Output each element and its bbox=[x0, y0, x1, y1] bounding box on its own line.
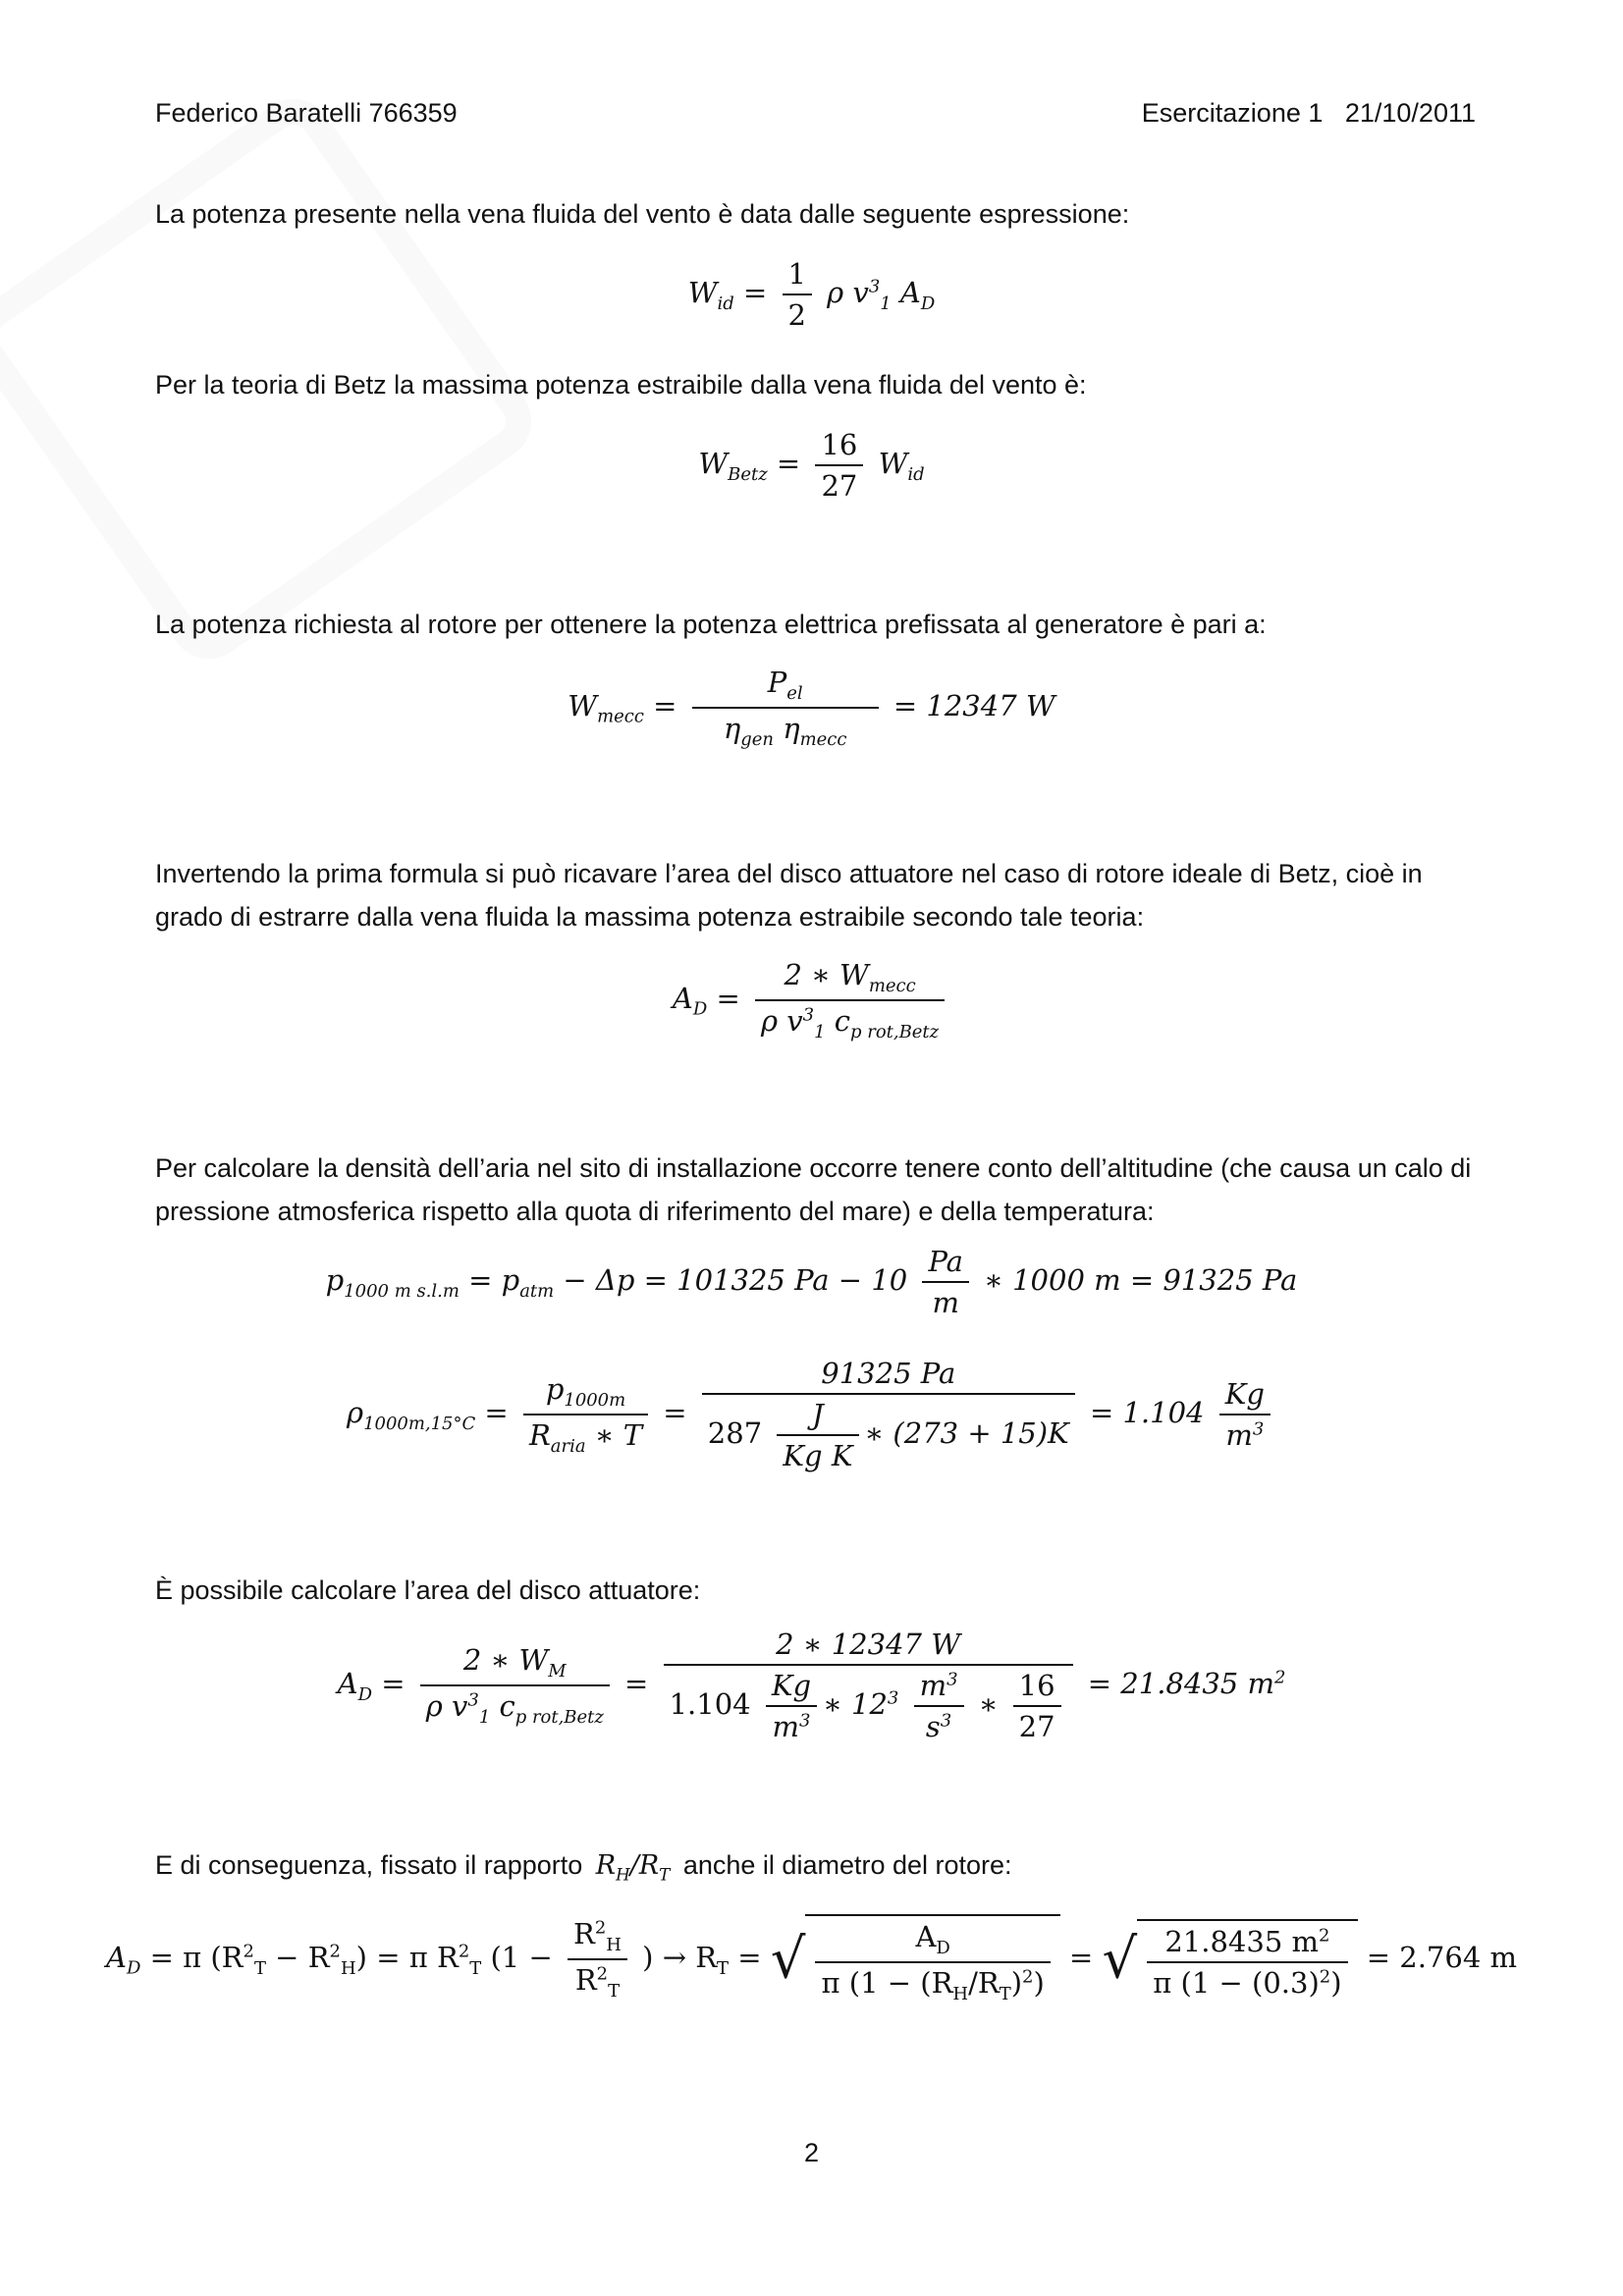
paragraph-2: Per la teoria di Betz la massima potenza estraibile dalla vena fluida del vento è: bbox=[155, 370, 1087, 400]
paragraph-7: E di conseguenza, fissato il rapporto $R_H/R_T$ anche il diametro del rotore: bbox=[155, 1850, 1012, 1885]
page-number: 2 bbox=[803, 2138, 820, 2167]
header-author: Federico Baratelli 766359 bbox=[155, 98, 458, 128]
equation-mechanical-power: $W_{mecc}$ = $\frac{P_{el}}{\eta_{gen} \eta_{mecc}}$ = 12347 W bbox=[568, 666, 1055, 750]
paragraph-1: La potenza presente nella vena fluida del vento è data dalle seguente espressione: bbox=[155, 199, 1130, 229]
paragraph-6: È possibile calcolare l’area del disco attuatore: bbox=[155, 1575, 701, 1605]
equation-pressure: $p_{1000 m s.l.m} = p_{atm} - \Delta p = 101325$ Pa − 10 $\frac{Pa}{m}$ ∗ 1000 m = 91325 Pa bbox=[325, 1245, 1298, 1319]
header-exercise-date: Esercitazione 1 21/10/2011 bbox=[1141, 98, 1476, 128]
paragraph-5: Per calcolare la densità dell’aria nel sito di installazione occorre tenere conto dell’altitudine (che causa un calo di pressione atmosferica rispetto alla quota di riferimento del mare) e della temperatura: bbox=[155, 1153, 1472, 1226]
equation-air-density: $\rho_{1000m,15^\circ C}$ = $\frac{p_{1000m}}{R_{aria} ∗ T}$ = 91325 Pa 287 $\frac{J}{\text{Kg K}}$ ∗ (273 + 15)K = 1.104 $\frac{Kg}{m^3}$ bbox=[0, 1357, 1623, 1472]
equation-betz-power: $W_{Betz}$ = $\frac{16}{27}$ $W_{id}$ bbox=[698, 428, 925, 503]
equation-actuator-area: $A_D$ = $\frac{2 ∗ W_{mecc}}{\rho v^3_1 c_{p rot,Betz}}$ bbox=[0, 958, 1623, 1042]
equation-rotor-radius: $A_D = \pi$ $(R^2_T - R^2_H) = \pi$ $R^2_T$ (1 − $\frac{R^2_H}{R^2_T}$ ) → $R_T$ = √ $\frac{A_D}{\pi (1 - (R_H/R_T)^2)}$ = √ $\frac{21.8435 m^2}{\pi (1 - (0.3)^2)}$ = 2.764 m bbox=[0, 1914, 1623, 2004]
paragraph-4: Invertendo la prima formula si può ricavare l’area del disco attuatore nel caso di rotore ideale di Betz, cioè in grado di estrarre dalla vena fluida la massima potenza estraibile secondo tale teoria: bbox=[155, 859, 1423, 932]
equation-area-calculation: $A_D$ = $\frac{2 ∗ W_M}{\rho v^3_1 c_{p rot,Betz}}$ = 2 ∗ 12347 W 1.104 $\frac{Kg}{m^3}$ ∗ $12^3$ $\frac{m^3}{s^3}$ ∗ $\frac{16}{27}$ = 21.8435 $m^2$ bbox=[337, 1628, 1286, 1743]
equation-ideal-power: $W_{id}$ = $\frac{1}{2}$ ρ $v^3_1$ $A_D$ bbox=[687, 257, 936, 332]
paragraph-3: La potenza richiesta al rotore per ottenere la potenza elettrica prefissata al generatore è pari a: bbox=[155, 610, 1267, 639]
